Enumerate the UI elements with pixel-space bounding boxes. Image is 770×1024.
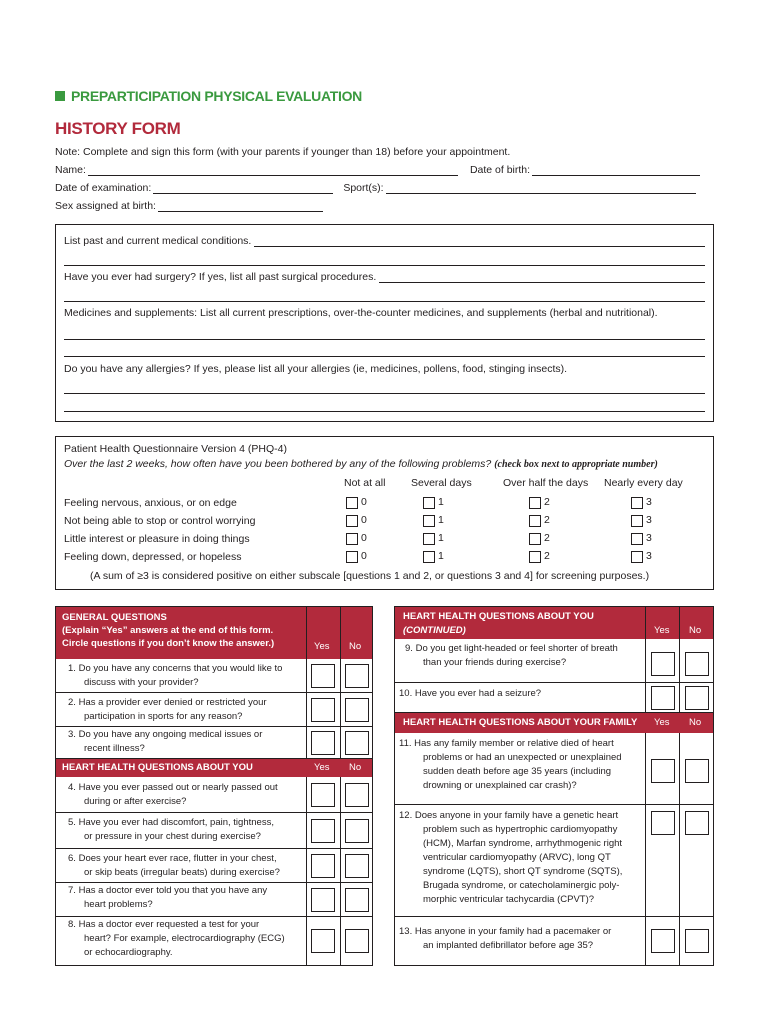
question-2	[68, 696, 267, 724]
question-number: 11.	[399, 738, 412, 749]
form-header	[55, 88, 362, 104]
question-text: problems or had an unexpected or unexplained	[423, 752, 622, 763]
general-header-line-2: (Explain “Yes” answers at the end of this form.	[62, 625, 274, 636]
question-text: Have you ever had discomfort, pain, tightness,	[78, 817, 274, 828]
question-5	[68, 816, 274, 844]
question-text: Have you ever passed out or nearly passed out	[78, 782, 278, 793]
no-checkbox[interactable]	[345, 854, 369, 878]
phq-value: 2	[544, 514, 550, 526]
phq-checkbox[interactable]	[423, 551, 435, 563]
conditions-line-2[interactable]	[64, 265, 705, 266]
question-number: 4.	[68, 782, 76, 793]
phq-value: 0	[361, 532, 367, 544]
phq-checkbox[interactable]	[346, 497, 358, 509]
question-4	[68, 781, 278, 809]
question-text: Have you ever had a seizure?	[414, 688, 542, 699]
right-questions-table	[394, 606, 714, 966]
left-questions-table	[55, 606, 373, 966]
question-text: problem such as hypertrophic cardiomyopathy	[423, 824, 618, 835]
question-text: Has any family member or relative died of heart	[414, 738, 614, 749]
medicines-row	[64, 307, 705, 319]
heart-header-text: HEART HEALTH QUESTIONS ABOUT YOU	[62, 762, 253, 773]
allergies-label: Do you have any allergies? If yes, please list all your allergies (ie, medicines, pollens, food, stinging insects).	[64, 363, 568, 375]
question-text: Does your heart ever race, flutter in your chest,	[78, 853, 277, 864]
question-8	[68, 918, 285, 960]
phq-instruction-row	[64, 458, 658, 470]
phq-checkbox[interactable]	[631, 533, 643, 545]
question-text: Brugada syndrome, or catecholaminergic poly-	[423, 880, 620, 891]
name-row	[55, 164, 714, 176]
phq-value: 0	[361, 514, 367, 526]
phq-row-3: Little interest or pleasure in doing things	[64, 533, 250, 545]
no-checkbox[interactable]	[685, 686, 709, 710]
yes-checkbox[interactable]	[311, 731, 335, 755]
yes-checkbox[interactable]	[311, 854, 335, 878]
phq-instruction: Over the last 2 weeks, how often have you been bothered by any of the following problems?	[64, 458, 492, 470]
phq-checkbox[interactable]	[631, 515, 643, 527]
phq-value: 3	[646, 550, 652, 562]
question-text: morphic ventricular tachycardia (CPVT)?	[423, 894, 595, 905]
yes-header: Yes	[654, 717, 670, 728]
question-number: 7.	[68, 885, 76, 896]
sex-label: Sex assigned at birth:	[55, 200, 156, 212]
yes-checkbox[interactable]	[311, 698, 335, 722]
heart-continued-line-2: (CONTINUED)	[403, 625, 466, 636]
family-header-text: HEART HEALTH QUESTIONS ABOUT YOUR FAMILY	[403, 717, 638, 728]
col-nearly-every-day: Nearly every day	[604, 477, 683, 489]
question-number: 10.	[399, 688, 413, 699]
phq-checkbox[interactable]	[423, 515, 435, 527]
phq-checkbox[interactable]	[529, 533, 541, 545]
phq-value: 0	[361, 496, 367, 508]
conditions-label: List past and current medical conditions.	[64, 235, 252, 247]
phq-row-2: Not being able to stop or control worrying	[64, 515, 256, 527]
allergies-row	[64, 363, 705, 375]
phq-row-1: Feeling nervous, anxious, or on edge	[64, 497, 237, 509]
exam-row	[55, 182, 696, 194]
question-number: 12.	[399, 810, 413, 821]
conditions-row	[64, 235, 705, 247]
note-text: Note: Complete and sign this form (with your parents if younger than 18) before your appointment.	[55, 146, 511, 158]
phq-value: 3	[646, 496, 652, 508]
question-text: (HCM), Marfan syndrome, arrhythmogenic right	[423, 838, 623, 849]
square-bullet-icon	[55, 91, 65, 101]
name-label: Name:	[55, 164, 86, 176]
yes-header: Yes	[314, 762, 330, 773]
no-checkbox[interactable]	[685, 929, 709, 953]
sports-label: Sport(s):	[343, 182, 384, 194]
heart-continued-line-1: HEART HEALTH QUESTIONS ABOUT YOU	[403, 611, 594, 622]
phq-value: 1	[438, 496, 444, 508]
col-not-at-all: Not at all	[344, 477, 386, 489]
phq-value: 3	[646, 514, 652, 526]
no-checkbox[interactable]	[345, 664, 369, 688]
no-checkbox[interactable]	[685, 759, 709, 783]
no-checkbox[interactable]	[345, 888, 369, 912]
question-text: Has a doctor ever told you that you have any	[78, 885, 268, 896]
question-7	[68, 884, 267, 912]
phq-value: 2	[544, 532, 550, 544]
dob-label: Date of birth:	[469, 164, 531, 176]
yes-checkbox[interactable]	[651, 759, 675, 783]
question-13	[399, 925, 611, 953]
medicines-line-2[interactable]	[64, 356, 705, 357]
question-text: drowning or unexplained car crash)?	[423, 780, 577, 791]
yes-checkbox[interactable]	[311, 929, 335, 953]
no-header: No	[349, 641, 362, 652]
phq-checkbox[interactable]	[346, 515, 358, 527]
phq-value: 2	[544, 496, 550, 508]
yes-checkbox[interactable]	[311, 664, 335, 688]
no-checkbox[interactable]	[345, 783, 369, 807]
question-text: Does anyone in your family have a genetic heart	[414, 810, 619, 821]
question-6	[68, 852, 280, 880]
question-text: than your friends during exercise?	[423, 657, 567, 668]
no-checkbox[interactable]	[345, 698, 369, 722]
question-text: Do you get light-headed or feel shorter of breath	[415, 643, 618, 654]
allergies-line-1[interactable]	[64, 393, 705, 394]
phq-title: Patient Health Questionnaire Version 4 (PHQ-4)	[64, 443, 287, 455]
phq-checkbox[interactable]	[423, 533, 435, 545]
question-text: participation in sports for any reason?	[84, 711, 243, 722]
question-text: or echocardiography.	[84, 947, 173, 958]
phq-checkbox[interactable]	[631, 551, 643, 563]
yes-checkbox[interactable]	[311, 783, 335, 807]
dob-field[interactable]	[532, 165, 700, 176]
question-text: or pressure in your chest during exercise?	[84, 831, 261, 842]
medicines-line-1[interactable]	[64, 339, 705, 340]
question-number: 8.	[68, 919, 76, 930]
question-number: 2.	[68, 697, 76, 708]
question-9	[405, 642, 618, 670]
question-number: 9.	[405, 643, 413, 654]
question-12	[399, 809, 622, 907]
col-over-half: Over half the days	[503, 477, 589, 489]
allergies-line-2[interactable]	[64, 411, 705, 412]
surgery-label: Have you ever had surgery? If yes, list all past surgical procedures.	[64, 271, 377, 283]
phq-row-4: Feeling down, depressed, or hopeless	[64, 551, 242, 563]
question-number: 5.	[68, 817, 76, 828]
phq-value: 3	[646, 532, 652, 544]
phq-instruction-note: (check box next to appropriate number)	[494, 459, 658, 470]
question-text: sudden death before age 35 years (including	[423, 766, 612, 777]
general-header-line-3: Circle questions if you don’t know the answer.)	[62, 638, 275, 649]
question-number: 3.	[68, 729, 76, 740]
question-text: Has a doctor ever requested a test for your	[78, 919, 260, 930]
surgery-line-2[interactable]	[64, 301, 705, 302]
phq-footnote: (A sum of ≥3 is considered positive on either subscale [questions 1 and 2, or questions 3 and 4] for screening purposes.)	[90, 570, 650, 582]
question-number: 1.	[68, 663, 76, 674]
question-text: heart problems?	[84, 899, 153, 910]
phq-checkbox[interactable]	[529, 515, 541, 527]
question-text: Do you have any concerns that you would like to	[78, 663, 283, 674]
no-header: No	[689, 717, 702, 728]
phq-value: 0	[361, 550, 367, 562]
question-10	[399, 687, 541, 701]
yes-checkbox[interactable]	[651, 929, 675, 953]
question-3	[68, 728, 262, 756]
question-text: an implanted defibrillator before age 35?	[423, 940, 594, 951]
name-field[interactable]	[88, 165, 458, 176]
no-header: No	[689, 625, 702, 636]
phq-checkbox[interactable]	[423, 497, 435, 509]
no-header: No	[349, 762, 362, 773]
question-text: during or after exercise?	[84, 796, 187, 807]
phq-checkbox[interactable]	[346, 533, 358, 545]
phq-checkbox[interactable]	[529, 497, 541, 509]
no-checkbox[interactable]	[685, 652, 709, 676]
sex-field[interactable]	[158, 201, 323, 212]
yes-checkbox[interactable]	[311, 819, 335, 843]
medicines-label: Medicines and supplements: List all current prescriptions, over-the-counter medicines, and supplements (herbal and nutritional).	[64, 307, 658, 319]
phq-value: 1	[438, 514, 444, 526]
heart-continued-text	[403, 610, 594, 638]
yes-checkbox[interactable]	[651, 811, 675, 835]
yes-checkbox[interactable]	[651, 652, 675, 676]
phq-value: 1	[438, 532, 444, 544]
exam-date-label: Date of examination:	[55, 182, 152, 194]
phq-checkbox[interactable]	[529, 551, 541, 563]
surgery-field[interactable]	[379, 272, 705, 283]
yes-header: Yes	[654, 625, 670, 636]
conditions-field[interactable]	[254, 236, 705, 247]
exam-date-field[interactable]	[153, 183, 333, 194]
question-number: 13.	[399, 926, 413, 937]
phq-checkbox[interactable]	[631, 497, 643, 509]
question-text: syndrome (LQTS), short QT syndrome (SQTS),	[423, 866, 623, 877]
question-text: Has anyone in your family had a pacemaker or	[414, 926, 612, 937]
question-number: 6.	[68, 853, 76, 864]
medical-history-box	[55, 224, 714, 422]
phq4-box	[55, 436, 714, 590]
form-title: HISTORY FORM	[55, 119, 181, 138]
question-text: discuss with your provider?	[84, 677, 199, 688]
no-checkbox[interactable]	[345, 819, 369, 843]
yes-checkbox[interactable]	[311, 888, 335, 912]
question-text: Has a provider ever denied or restricted your	[78, 697, 267, 708]
phq-checkbox[interactable]	[346, 551, 358, 563]
question-text: Do you have any ongoing medical issues or	[78, 729, 263, 740]
question-text: heart? For example, electrocardiography (ECG)	[84, 933, 285, 944]
no-checkbox[interactable]	[345, 929, 369, 953]
no-checkbox[interactable]	[685, 811, 709, 835]
question-1	[68, 662, 282, 690]
general-header-text	[62, 611, 274, 650]
sports-field[interactable]	[386, 183, 696, 194]
yes-checkbox[interactable]	[651, 686, 675, 710]
yes-header: Yes	[314, 641, 330, 652]
page-title: PREPARTICIPATION PHYSICAL EVALUATION	[71, 88, 362, 104]
sex-row	[55, 200, 323, 212]
phq-value: 1	[438, 550, 444, 562]
phq-value: 2	[544, 550, 550, 562]
surgery-row	[64, 271, 705, 283]
question-text: recent illness?	[84, 743, 145, 754]
question-11	[399, 737, 622, 793]
general-header-line-1: GENERAL QUESTIONS	[62, 612, 167, 623]
question-text: ventricular cardiomyopathy (ARVC), long QT	[423, 852, 611, 863]
col-several-days: Several days	[411, 477, 472, 489]
no-checkbox[interactable]	[345, 731, 369, 755]
question-text: or skip beats (irregular beats) during exercise?	[84, 867, 280, 878]
